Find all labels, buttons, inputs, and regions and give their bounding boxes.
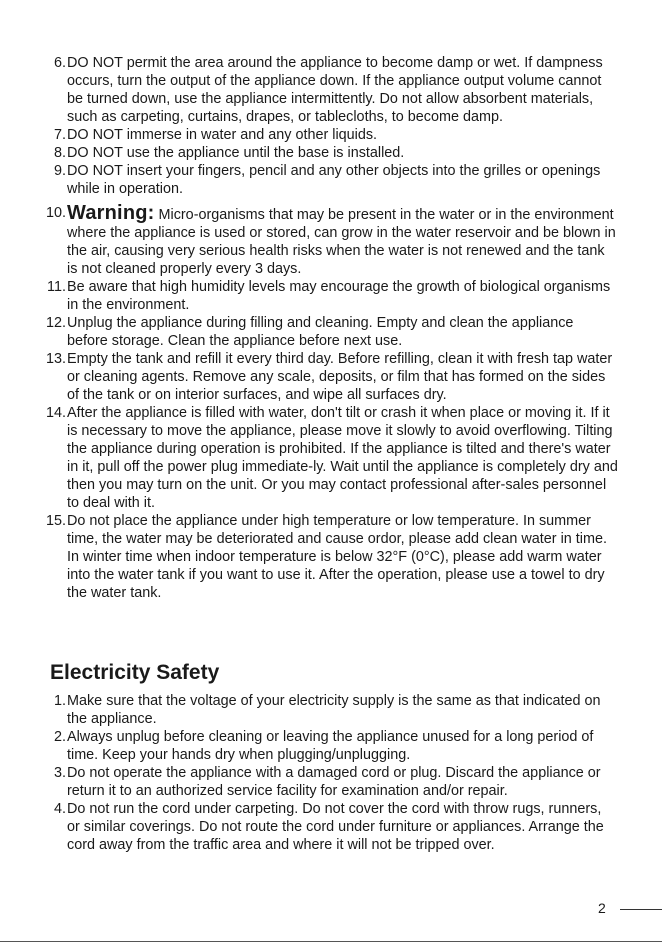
item-text: Empty the tank and refill it every third day. Before refilling, clean it with fresh tap water or cleaning agents. Remove any scale, deposits, or film that has formed on the sides of the tank or on interior surfaces, and wipe all surfaces dry. bbox=[67, 351, 613, 403]
item-number: 11 . bbox=[42, 278, 67, 296]
list-item-warning bbox=[46, 204, 618, 278]
warning-label: Warning: bbox=[67, 202, 155, 224]
list-item bbox=[46, 692, 618, 728]
page-bottom-rule bbox=[0, 941, 662, 942]
list-item bbox=[46, 126, 618, 144]
item-text: Do not operate the appliance with a damaged cord or plug. Discard the appliance or return it to an authorized service facility for examination and/or repair. bbox=[67, 765, 601, 799]
list-item bbox=[46, 314, 618, 350]
page-number: 2 bbox=[598, 900, 606, 916]
item-text: Make sure that the voltage of your electricity supply is the same as that indicated on the appliance. bbox=[67, 693, 601, 727]
item-text: Do not place the appliance under high temperature or low temperature. In summer time, the water may be deteriorated and cause ordor, please add clean water in time. In winter time when indoor temperature is below 32°F (0°C), please add warm water into the water tank if you want to use it. After the operation, please use a towel to dry the water tank. bbox=[67, 513, 607, 601]
list-item bbox=[46, 512, 618, 602]
item-number: 6 . bbox=[46, 54, 67, 72]
item-text: DO NOT immerse in water and any other liquids. bbox=[67, 127, 378, 143]
item-number: 15 . bbox=[42, 512, 67, 530]
item-text: Unplug the appliance during filling and cleaning. Empty and clean the appliance before storage. Clean the appliance before next use. bbox=[67, 315, 574, 349]
item-number: 9 . bbox=[46, 162, 67, 180]
item-text: After the appliance is filled with water, don't tilt or crash it when place or moving it. If it is necessary to move the appliance, please move it slowly to avoid overflowing. Tilting the appliance during operation is prohibited. If the appliance is tilted and there's water in it, pull off the power plug immediate-ly. Wait until the appliance is completely dry and then you may turn on the unit. Or you may contact professional after-sales personnel to deal with it. bbox=[67, 405, 618, 511]
list-item bbox=[46, 764, 618, 800]
safety-instructions-list bbox=[46, 54, 618, 602]
item-text: Always unplug before cleaning or leaving the appliance unused for a long period of time. Keep your hands dry when plugging/unplugging. bbox=[67, 729, 594, 763]
list-item bbox=[46, 800, 618, 854]
list-item bbox=[46, 728, 618, 764]
item-number: 4 . bbox=[46, 800, 67, 818]
list-item bbox=[46, 144, 618, 162]
footer-divider bbox=[620, 909, 662, 910]
item-number: 14 . bbox=[42, 404, 67, 422]
item-number: 13 . bbox=[42, 350, 67, 368]
item-number: 8 . bbox=[46, 144, 67, 162]
item-number: 3 . bbox=[46, 764, 67, 782]
item-number: 7 . bbox=[46, 126, 67, 144]
list-item bbox=[46, 54, 618, 126]
section-heading-electricity-safety: Electricity Safety bbox=[50, 661, 220, 684]
item-text: Micro-organisms that may be present in the water or in the environment where the appliance is used or stored, can grow in the water reservoir and be blown in the air, causing very serious health risks when the water is not renewed and the tank is not cleaned properly every 3 days. bbox=[67, 207, 616, 277]
electricity-safety-list bbox=[46, 692, 618, 854]
item-number: 2 . bbox=[46, 728, 67, 746]
list-item bbox=[46, 162, 618, 198]
item-text: Be aware that high humidity levels may encourage the growth of biological organisms in the environment. bbox=[67, 279, 611, 313]
list-item bbox=[46, 278, 618, 314]
item-text: Do not run the cord under carpeting. Do not cover the cord with throw rugs, runners, or similar coverings. Do not route the cord under furniture or appliances. Arrange the cord away from the traffic area and where it will not be tripped over. bbox=[67, 801, 604, 853]
item-text: DO NOT use the appliance until the base is installed. bbox=[67, 145, 405, 161]
list-item bbox=[46, 404, 618, 512]
item-number: 10 . bbox=[42, 204, 67, 222]
item-text: DO NOT permit the area around the appliance to become damp or wet. If dampness occurs, turn the output of the appliance down. If the appliance output volume cannot be turned down, use the appliance intermittently. Do not allow absorbent materials, such as carpeting, curtains, drapes, or tablecloths, to become damp. bbox=[67, 55, 603, 125]
list-item bbox=[46, 350, 618, 404]
item-number: 1 . bbox=[46, 692, 67, 710]
item-number: 12 . bbox=[42, 314, 67, 332]
item-text: DO NOT insert your fingers, pencil and any other objects into the grilles or openings while in operation. bbox=[67, 163, 601, 197]
